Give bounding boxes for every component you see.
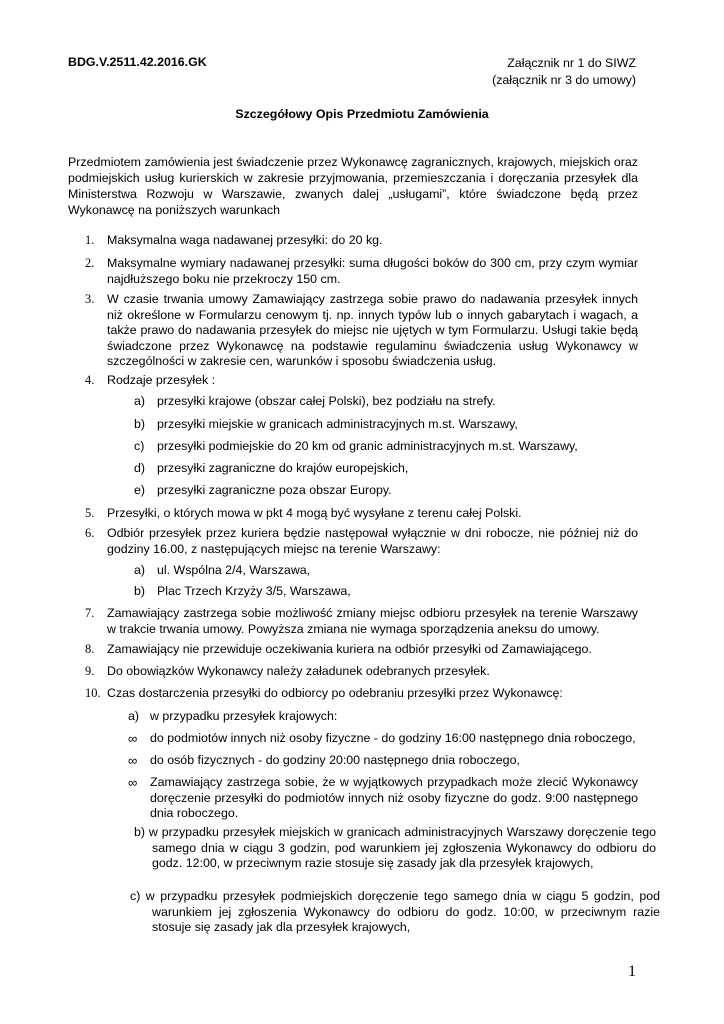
item-number: 9. bbox=[85, 664, 95, 678]
sub-item: c) w przypadku przesyłek podmiejskich doręczenie tego samego dnia w ciągu 5 godzin, pod warunkiem jej zgłoszenia Wykonawcy do odbioru do godz. 10:00, w przeciwnym razie stosuje się zasady jak dla przesyłek krajowych, bbox=[130, 889, 660, 934]
item-number: 5. bbox=[85, 506, 95, 520]
item-number: 2. bbox=[85, 256, 95, 270]
item-number: 6. bbox=[85, 526, 95, 540]
item-number: 7. bbox=[85, 606, 95, 620]
attachment-line-1: Załącznik nr 1 do SIWZ bbox=[507, 56, 636, 70]
intro-paragraph: Przedmiotem zamówienia jest świadczenie przez Wykonawcę zagranicznych, krajowych, miejskich oraz podmiejskich usług kurierskich w zakresie przyjmowania, przemieszczania i doręczania przesyłek dla Ministerstwa Rozwoju w Warszawie, zwanych dalej „usługami”, które świadczone będą przez Wykonawcę na poniższych warunkach bbox=[68, 155, 638, 217]
list-item: Zamawiający nie przewiduje oczekiwania kuriera na odbiór przesyłki od Zamawiającego. bbox=[107, 642, 592, 656]
list-item: Czas dostarczenia przesyłki do odbiorcy po odebraniu przesyłki przez Wykonawcę: bbox=[107, 686, 563, 700]
infinity-bullet-icon: ∞ bbox=[128, 753, 138, 768]
item-number: 3. bbox=[85, 292, 95, 306]
item-number: 8. bbox=[85, 642, 95, 656]
sub-item: przesyłki krajowe (obszar całej Polski), bez podziału na strefy. bbox=[157, 394, 496, 408]
sub-item-label: e) bbox=[134, 483, 146, 497]
sub-item-label: b) bbox=[134, 584, 146, 598]
list-item: Zamawiający zastrzega sobie możliwość zmiany miejsc odbioru przesyłek na terenie Warszawy w trakcie trwania umowy. Powyższa zmiana nie wymaga sporządzenia aneksu do umowy. bbox=[107, 606, 638, 636]
sub-item-label: d) bbox=[134, 461, 146, 475]
attachment-line-2: (załącznik nr 3 do umowy) bbox=[492, 73, 636, 87]
page-title: Szczegółowy Opis Przedmiotu Zamówienia bbox=[235, 107, 489, 121]
sub-item: ul. Wspólna 2/4, Warszawa, bbox=[157, 563, 311, 577]
sub-item: przesyłki miejskie w granicach administracyjnych m.st. Warszawy, bbox=[157, 417, 518, 431]
infinity-bullet-icon: ∞ bbox=[128, 775, 138, 790]
infinity-bullet-icon: ∞ bbox=[128, 731, 138, 746]
page-number: 1 bbox=[628, 963, 636, 980]
document-reference: BDG.V.2511.42.2016.GK bbox=[68, 55, 207, 69]
sub-item-label: b) bbox=[134, 417, 146, 431]
bullet-item: do podmiotów innych niż osoby fizyczne - do godziny 16:00 następnego dnia roboczego, bbox=[150, 731, 636, 745]
attachment-note bbox=[492, 55, 636, 89]
sub-item-label: a) bbox=[128, 709, 140, 723]
item-number: 10. bbox=[85, 686, 101, 700]
list-item: W czasie trwania umowy Zamawiający zastrzega sobie prawo do nadawania przesyłek innych niż określone w Formularzu cenowym tj. np. innych typów lub o innych gabarytach i wagach, a także prawo do nadawania przesyłek do miejsc nie ujętych w tym Formularzu. Usługi takie będą świadczone przez Wykonawcę na podstawie regulaminu świadczenia usług Wykonawcy w szczególności w zakresie cen, warunków i sposobu świadczenia usług. bbox=[107, 292, 638, 368]
sub-item: przesyłki zagraniczne poza obszar Europy. bbox=[157, 483, 392, 497]
bullet-item: Zamawiający zastrzega sobie, że w wyjątkowych przypadkach może zlecić Wykonawcy doręczenie przesyłki do podmiotów innych niż osoby fizyczne do godz. 9:00 następnego dnia roboczego. bbox=[150, 775, 638, 820]
sub-item: przesyłki zagraniczne do krajów europejskich, bbox=[157, 461, 409, 475]
list-item: Maksymalna waga nadawanej przesyłki: do 20 kg. bbox=[107, 233, 383, 247]
bullet-item: do osób fizycznych - do godziny 20:00 następnego dnia roboczego, bbox=[150, 753, 520, 767]
list-item: Rodzaje przesyłek : bbox=[107, 373, 216, 387]
sub-item: w przypadku przesyłek krajowych: bbox=[150, 709, 338, 723]
list-item: Do obowiązków Wykonawcy należy załadunek odebranych przesyłek. bbox=[107, 664, 490, 678]
list-item: Odbiór przesyłek przez kuriera będzie następował wyłącznie w dni robocze, nie później niż do godziny 16.00, z następujących miejsc na terenie Warszawy: bbox=[107, 526, 638, 556]
list-item: Przesyłki, o których mowa w pkt 4 mogą być wysyłane z terenu całej Polski. bbox=[107, 506, 522, 520]
sub-item-label: a) bbox=[134, 394, 146, 408]
sub-item: b) w przypadku przesyłek miejskich w granicach administracyjnych Warszawy doręczenie tego samego dnia w ciągu 3 godzin, pod warunkiem jej zgłoszenia Wykonawcy do odbioru do godz. 12:00, w przeciwnym razie stosuje się zasady jak dla przesyłek krajowych, bbox=[134, 825, 656, 870]
sub-item-label: c) bbox=[134, 439, 145, 453]
item-number: 4. bbox=[85, 373, 95, 387]
sub-item: Plac Trzech Krzyży 3/5, Warszawa, bbox=[157, 584, 351, 598]
list-item: Maksymalne wymiary nadawanej przesyłki: suma długości boków do 300 cm, przy czym wymiar najdłuższego boku nie przekroczy 150 cm. bbox=[107, 256, 638, 286]
item-number: 1. bbox=[85, 233, 95, 247]
sub-item-label: a) bbox=[134, 563, 146, 577]
sub-item: przesyłki podmiejskie do 20 km od granic administracyjnych m.st. Warszawy, bbox=[157, 439, 578, 453]
